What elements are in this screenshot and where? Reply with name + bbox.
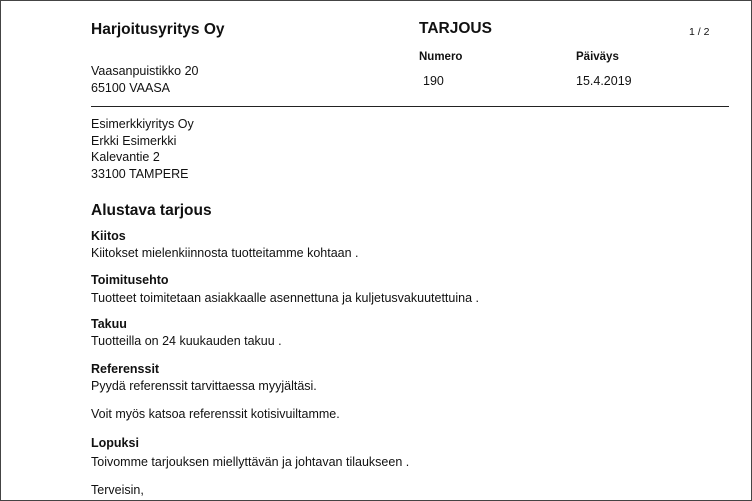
section-text-referenssit: Pyydä referenssit tarvittaessa myyjältäsi.: [91, 379, 317, 393]
recipient-person: Erkki Esimerkki: [91, 133, 177, 148]
number-label: Numero: [419, 51, 463, 63]
section-title-referenssit: Referenssit: [91, 362, 160, 376]
offer-heading: Alustava tarjous: [91, 202, 212, 219]
section-text-takuu: Tuotteilla on 24 kuukauden takuu .: [91, 334, 282, 348]
recipient-address: [91, 116, 194, 182]
section-title-toimitusehto: Toimitusehto: [91, 273, 169, 287]
document-title: TARJOUS: [419, 20, 492, 37]
section-title-takuu: Takuu: [91, 317, 127, 331]
sender-company-name: Harjoitusyritys Oy: [91, 21, 225, 38]
closing-greeting: Terveisin,: [91, 483, 144, 497]
sender-street: Vaasanpuistikko 20: [91, 64, 199, 78]
recipient-city: 33100 TAMPERE: [91, 166, 189, 181]
section-text-lopuksi: Toivomme tarjouksen miellyttävän ja johtavan tilaukseen .: [91, 455, 410, 469]
header-divider: [91, 106, 729, 107]
recipient-street: Kalevantie 2: [91, 150, 160, 164]
recipient-company: Esimerkkiyritys Oy: [91, 117, 194, 131]
date-value: 15.4.2019: [576, 74, 632, 88]
section-text-kiitos: Kiitokset mielenkiinnosta tuotteitamme kohtaan .: [91, 246, 359, 260]
section-extra-referenssit: Voit myös katsoa referenssit kotisivuiltamme.: [91, 407, 340, 421]
section-text-toimitusehto: Tuotteet toimitetaan asiakkaalle asennettuna ja kuljetusvakuutettuina .: [91, 291, 479, 305]
page-number: 1 / 2: [689, 26, 710, 38]
section-title-lopuksi: Lopuksi: [91, 436, 139, 450]
section-title-kiitos: Kiitos: [91, 229, 126, 243]
number-value: 190: [423, 74, 444, 88]
sender-city: 65100 VAASA: [91, 80, 170, 95]
sender-address: [91, 63, 198, 96]
date-label: Päiväys: [576, 51, 619, 63]
